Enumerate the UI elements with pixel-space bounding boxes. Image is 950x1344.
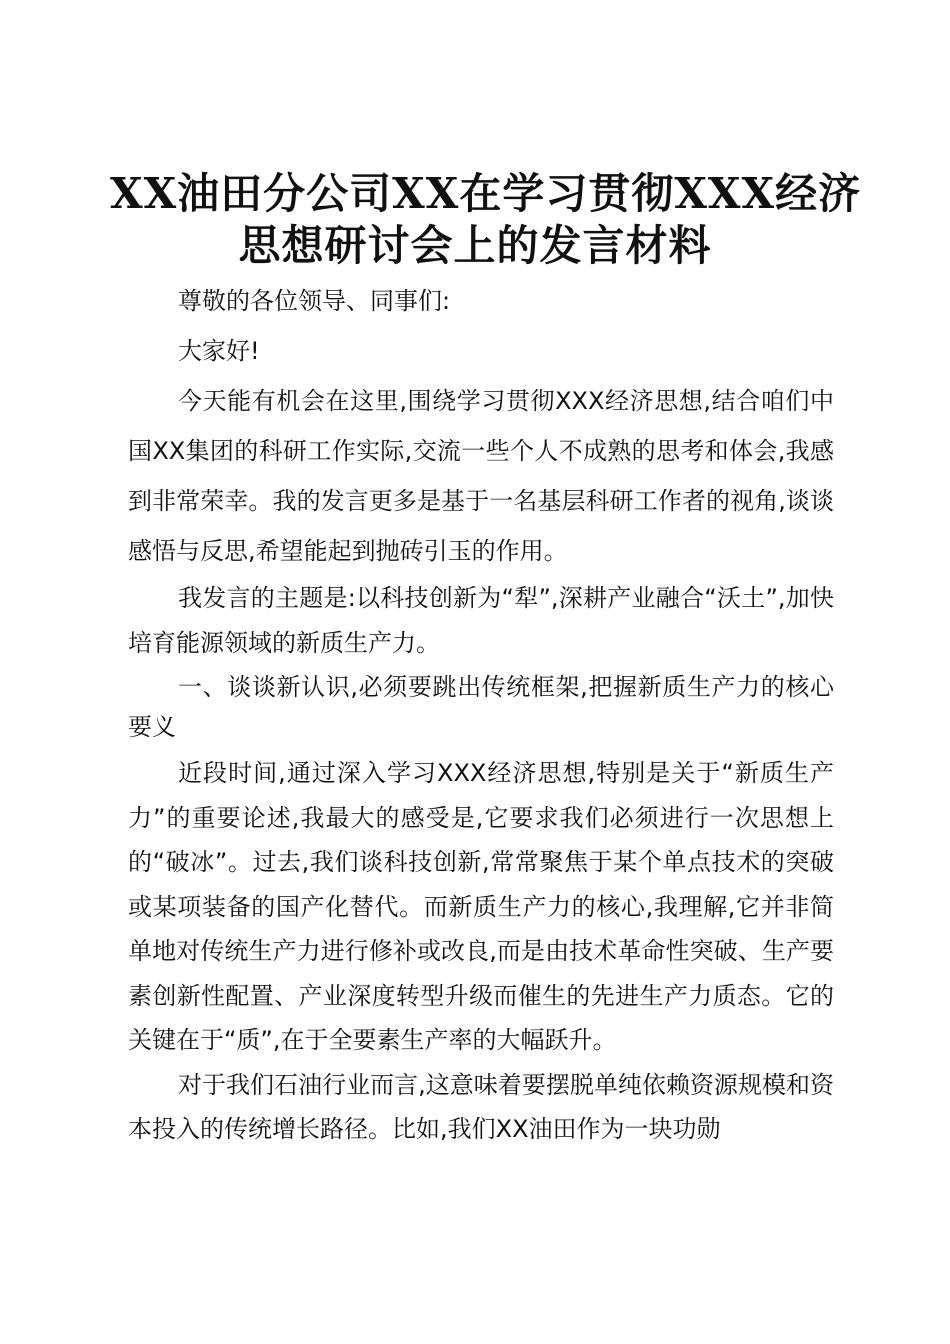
section-paragraph: 近段时间,通过深入学习XXX经济思想,特别是关于“新质生产力”的重要论述,我最大的感受是,它要求我们必须进行一次思想上的“破冰”。过去,我们谈科技创新,常常聚焦于某个单点技术的突破或某项装备的国产化替代。而新质生产力的核心,我理解,它并非简单地对传统生产力进行修补或改良,而是由技术革命性突破、生产要素创新性配置、产业深度转型升级而催生的先进生产力质态。它的关键在于“质”,在于全要素生产率的大幅跃升。 xyxy=(128,759,834,1054)
greeting: 大家好! xyxy=(178,337,260,365)
theme-paragraph: 我发言的主题是:以科技创新为“犁”,深耕产业融合“沃土”,加快培育能源领域的新质生产力。 xyxy=(128,584,834,657)
intro-paragraph: 今天能有机会在这里,围绕学习贯彻XXX经济思想,结合咱们中国XX集团的科研工作实际,交流一些个人不成熟的思考和体会,我感到非常荣幸。我的发言更多是基于一名基层科研工作者的视角,谈谈感悟与反思,希望能起到抛砖引玉的作用。 xyxy=(128,387,834,565)
document-title xyxy=(110,168,862,272)
section-paragraph: 对于我们石油行业而言,这意味着要摆脱单纯依赖资源规模和资本投入的传统增长路径。比如,我们XX油田作为一块功勋 xyxy=(128,1070,834,1143)
title-line-1: XX油田分公司XX在学习贯彻XXX经济 xyxy=(110,169,862,218)
title-line-2: 思想研讨会上的发言材料 xyxy=(238,221,712,270)
salutation: 尊敬的各位领导、同事们: xyxy=(178,287,451,315)
section-heading: 一、谈谈新认识,必须要跳出传统框架,把握新质生产力的核心要义 xyxy=(128,673,834,741)
document-body xyxy=(128,276,834,1152)
